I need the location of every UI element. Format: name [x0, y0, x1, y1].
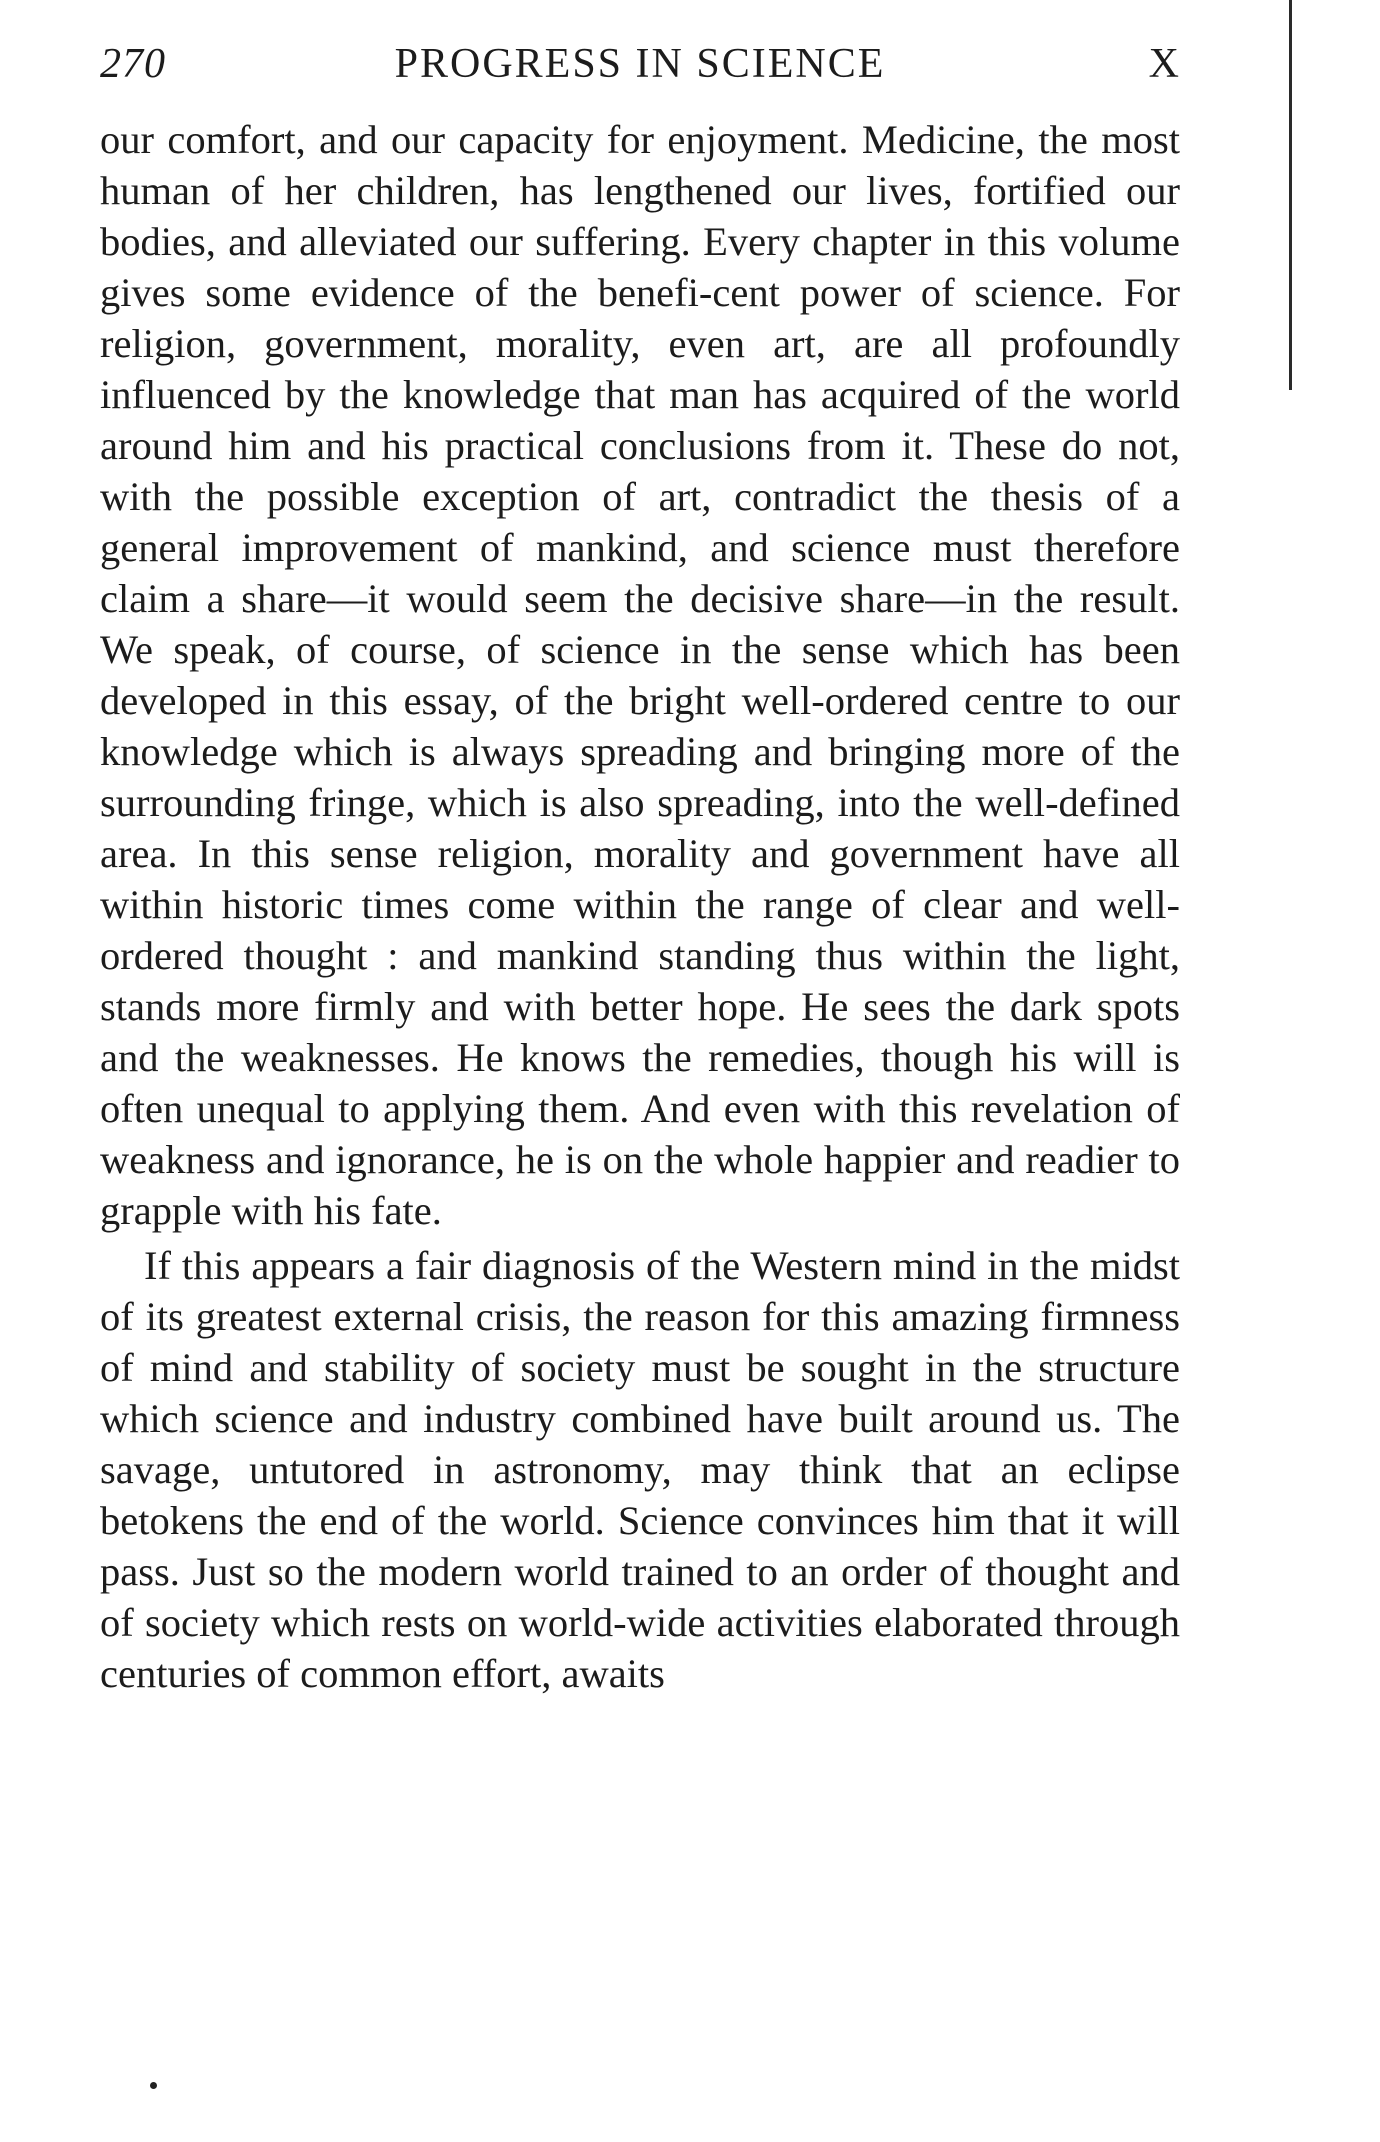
- chapter-number: X: [1148, 41, 1180, 87]
- running-title: PROGRESS IN SCIENCE: [394, 41, 886, 87]
- running-head: [100, 40, 1180, 100]
- paragraph: If this appears a fair diagnosis of the Western mind in the midst of its greatest external crisis, the reason for this amazing firmness of mind and stability of society must be sought in the structure which science and industry combined have built around us. The savage, untutored in astronomy, may think that an eclipse betokens the end of the world. Science convinces him that it will pass. Just so the modern world trained to an order of thought and of society which rests on world-wide activities elaborated through centuries of common effort, awaits: [100, 1243, 1180, 1696]
- body-text: [100, 114, 1180, 1699]
- page-number: 270: [100, 41, 166, 87]
- paragraph-continued: our comfort, and our capacity for enjoyment. Medicine, the most human of her children, has lengthened our lives, fortified our bodies, and alleviated our suffering. Every chapter in this volume gives some evidence of the benefi-cent power of science. For religion, government, morality, even art, are all profoundly influenced by the knowledge that man has acquired of the world around him and his practical conclusions from it. These do not, with the possible exception of art, contradict the thesis of a general improvement of mankind, and science must therefore claim a share—it would seem the decisive share—in the result. We speak, of course, of science in the sense which has been developed in this essay, of the bright well-ordered centre to our knowledge which is always spreading and bringing more of the surrounding fringe, which is also spreading, into the well-defined area. In this sense religion, morality and government have all within historic times come within the range of clear and well-ordered thought : and mankind standing thus within the light, stands more firmly and with better hope. He sees the dark spots and the weaknesses. He knows the remedies, though his will is often unequal to applying them. And even with this revelation of weakness and ignorance, he is on the whole happier and readier to grapple with his fate.: [100, 117, 1180, 1233]
- book-page: [100, 40, 1180, 1699]
- scan-speck: [150, 2082, 157, 2089]
- scan-edge-line: [1289, 0, 1292, 390]
